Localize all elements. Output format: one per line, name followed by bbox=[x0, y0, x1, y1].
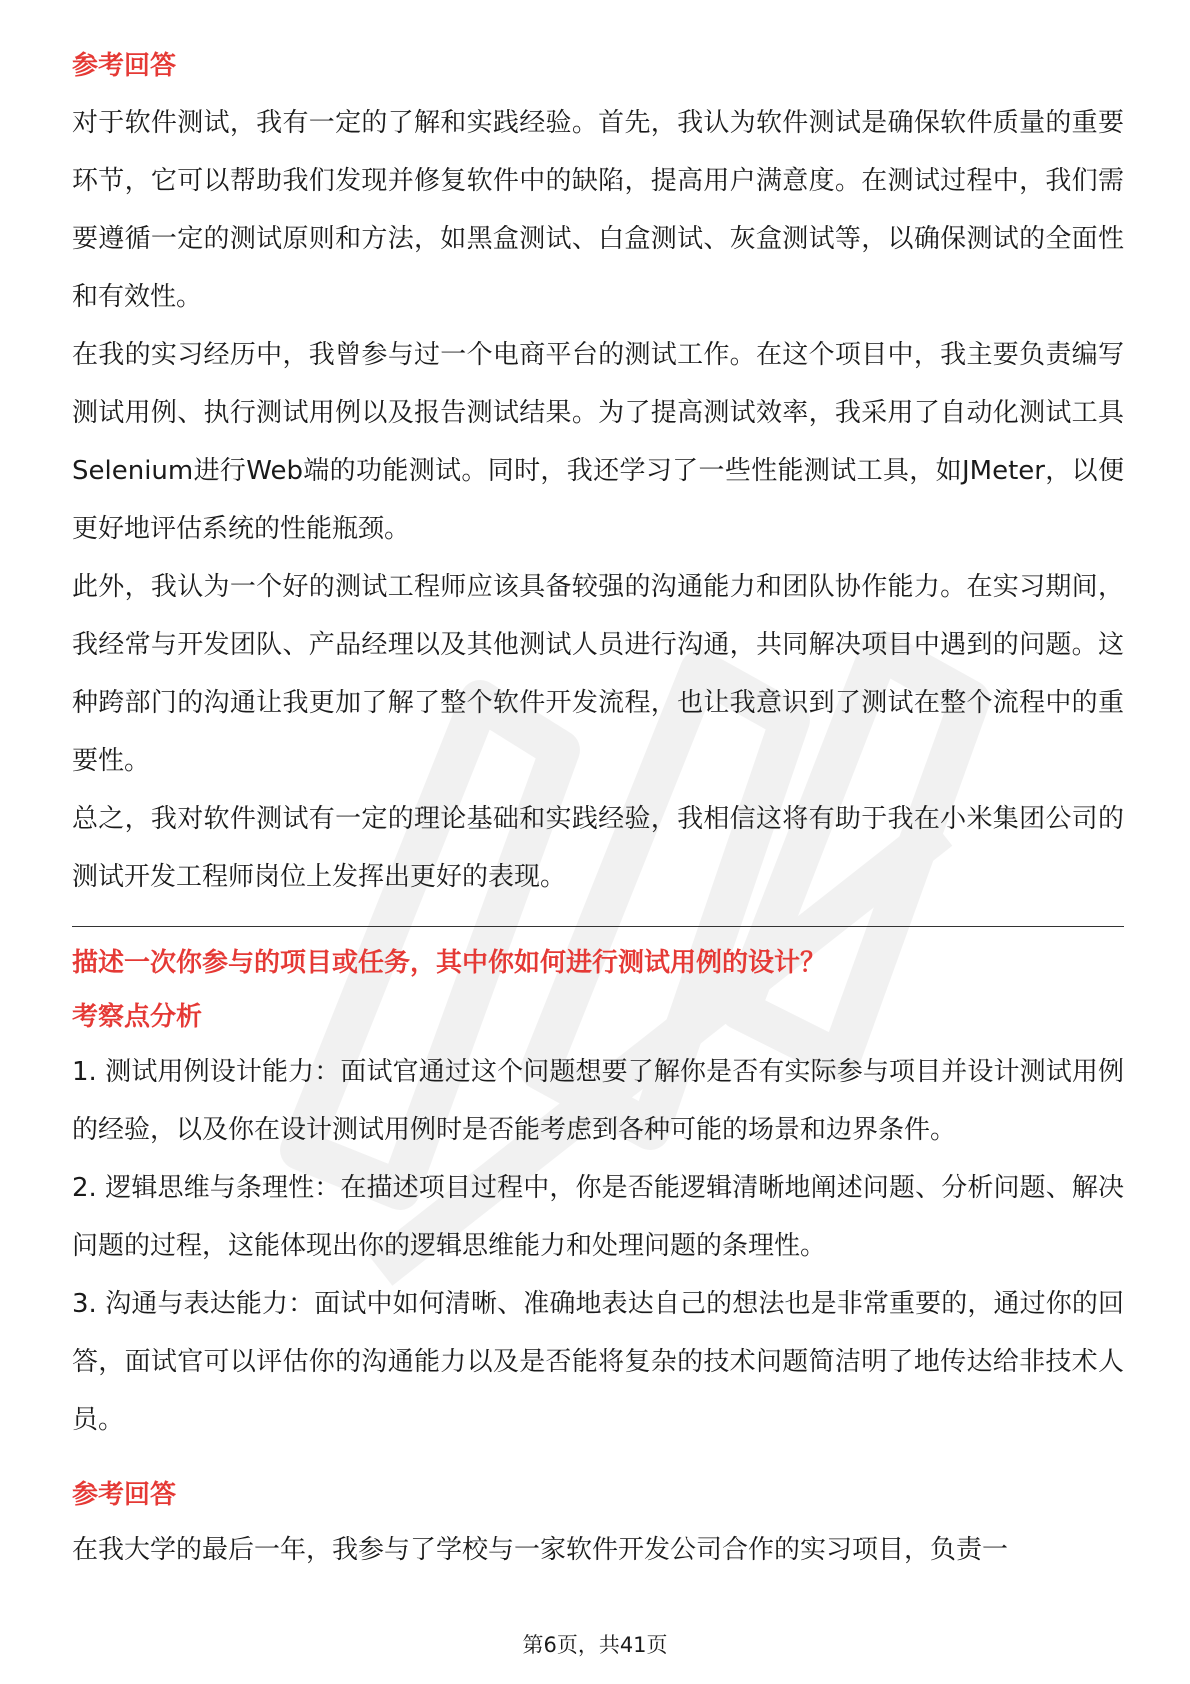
answer-paragraph: 在我大学的最后一年，我参与了学校与一家软件开发公司合作的实习项目，负责一 bbox=[72, 1535, 1009, 1565]
interview-question: 描述一次你参与的项目或任务，其中你如何进行测试用例的设计？ bbox=[72, 948, 827, 978]
analysis-item: 2. 逻辑思维与条理性：在描述项目过程中，你是否能逻辑清晰地阐述问题、分析问题、解决问题的过程，这能体现出你的逻辑思维能力和处理问题的条理性。 bbox=[72, 1173, 1124, 1261]
analysis-item: 3. 沟通与表达能力：面试中如何清晰、准确地表达自己的想法也是非常重要的，通过你的回答，面试官可以评估你的沟通能力以及是否能将复杂的技术问题简洁明了地传达给非技术人员。 bbox=[72, 1289, 1124, 1435]
reference-answer-heading: 参考回答 bbox=[72, 51, 177, 81]
answer-paragraph: 在我的实习经历中，我曾参与过一个电商平台的测试工作。在这个项目中，我主要负责编写测试用例、执行测试用例以及报告测试结果。为了提高测试效率，我采用了自动化测试工具Selenium进行Web端的功能测试。同时，我还学习了一些性能测试工具，如JMeter，以便更好地评估系统的性能瓶颈。 bbox=[72, 340, 1124, 544]
answer-paragraph: 对于软件测试，我有一定的了解和实践经验。首先，我认为软件测试是确保软件质量的重要环节，它可以帮助我们发现并修复软件中的缺陷，提高用户满意度。在测试过程中，我们需要遵循一定的测试原则和方法，如黑盒测试、白盒测试、灰盒测试等，以确保测试的全面性和有效性。 bbox=[72, 108, 1124, 312]
answer-paragraph: 总之，我对软件测试有一定的理论基础和实践经验，我相信这将有助于我在小米集团公司的测试开发工程师岗位上发挥出更好的表现。 bbox=[72, 804, 1124, 892]
page-number: 第6页，共41页 bbox=[522, 1633, 668, 1657]
analysis-heading: 考察点分析 bbox=[72, 1002, 203, 1032]
reference-answer-heading: 参考回答 bbox=[72, 1480, 177, 1510]
document-content bbox=[72, 46, 1124, 1579]
section-divider bbox=[72, 926, 1124, 927]
answer-paragraph: 此外，我认为一个好的测试工程师应该具备较强的沟通能力和团队协作能力。在实习期间，我经常与开发团队、产品经理以及其他测试人员进行沟通，共同解决项目中遇到的问题。这种跨部门的沟通让我更加了解了整个软件开发流程，也让我意识到了测试在整个流程中的重要性。 bbox=[72, 572, 1124, 776]
analysis-item: 1. 测试用例设计能力：面试官通过这个问题想要了解你是否有实际参与项目并设计测试用例的经验，以及你在设计测试用例时是否能考虑到各种可能的场景和边界条件。 bbox=[72, 1057, 1124, 1145]
